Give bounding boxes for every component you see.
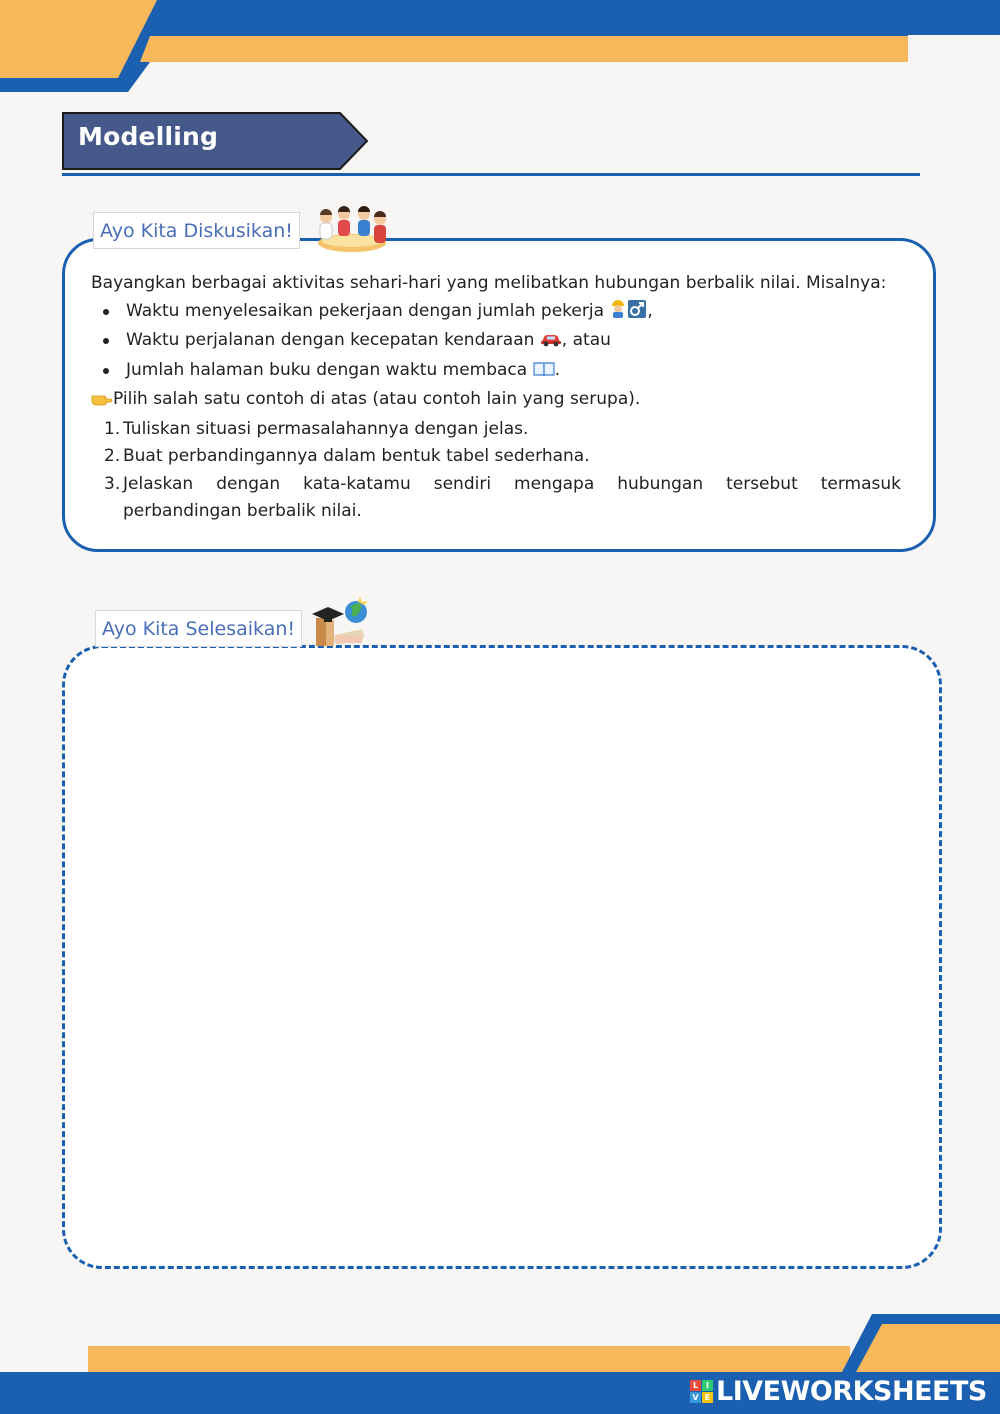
pointing-hand-icon [91,388,113,416]
education-illustration [310,596,372,650]
worker-icon [609,299,647,328]
list-item: Waktu perjalanan dengan kecepatan kendaraan , atau [91,327,901,357]
car-icon [540,329,562,357]
list-item: Waktu menyelesaikan pekerjaan dengan jumlah pekerja , [91,298,901,328]
discussion-content [91,270,901,526]
section-title-banner [62,112,368,170]
discussion-prompt: Pilih salah satu contoh di atas (atau contoh lain yang serupa). [91,386,901,416]
list-item: Jumlah halaman buku dengan waktu membaca . [91,357,901,387]
list-item: 1. Tuliskan situasi permasalahannya dengan jelas. [104,418,529,439]
live-logo-icon: L I V E [690,1380,713,1403]
section-title: Modelling [78,122,219,151]
top-banner-decoration [0,0,1000,95]
steps-list [91,416,901,526]
discussion-intro: Bayangkan berbagai aktivitas sehari-hari yang melibatkan hubungan berbalik nilai. Misalnya: [91,273,887,293]
title-divider [62,173,920,176]
liveworksheets-logo[interactable] [690,1376,987,1406]
group-discussion-illustration [308,205,392,253]
list-item: 2. Buat perbandingannya dalam bentuk tabel sederhana. [104,446,590,466]
answer-area[interactable] [62,645,942,1269]
book-icon [533,359,555,387]
brand-text: LIVEWORKSHEETS [716,1375,987,1407]
solve-label: Ayo Kita Selesaikan! [95,610,302,647]
examples-list [91,298,901,387]
list-item: 3. Jelaskan dengan kata-katamu sendiri mengapa hubungan tersebut termasuk perbandingan berbalik nilai. [104,473,901,521]
discussion-label: Ayo Kita Diskusikan! [93,212,300,249]
